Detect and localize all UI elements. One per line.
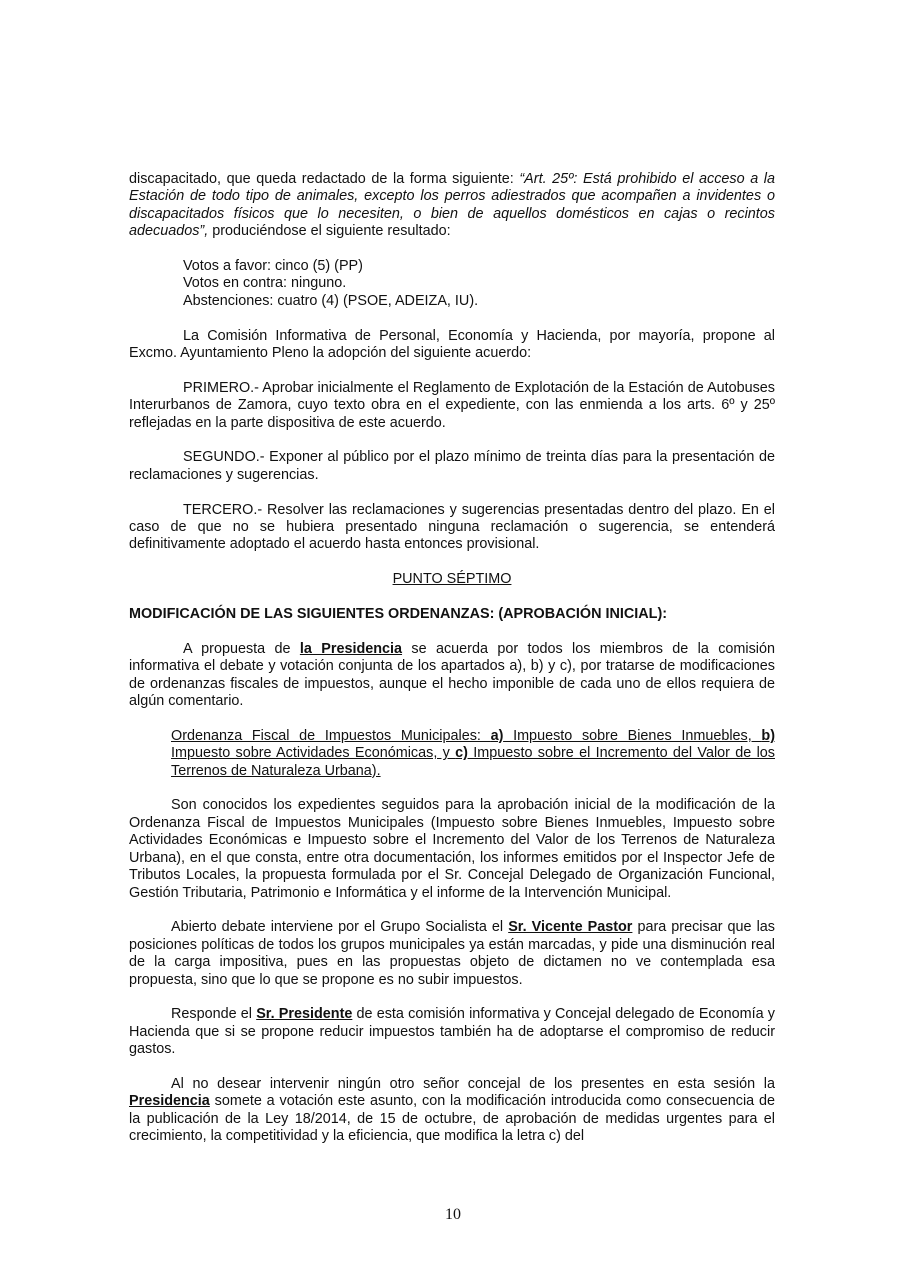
text: Impuesto sobre el Incremento del Valor de los Terrenos de Naturaleza Urbana). (171, 745, 775, 779)
votes-abstenciones: Abstenciones: cuatro (4) (PSOE, ADEIZA, IU). (183, 292, 479, 309)
item-a: a) (490, 727, 504, 744)
section-title: PUNTO SÉPTIMO (392, 571, 512, 588)
ordenanza-block (171, 728, 775, 780)
section-heading: MODIFICACIÓN DE LAS SIGUIENTES ORDENANZAS: (APROBACIÓN INICIAL): (129, 606, 668, 623)
paragraph-final (129, 1076, 775, 1146)
document-body (129, 171, 775, 1146)
text: de esta comisión informativa y Concejal delegado de Economía y Hacienda que si se propone reducir impuestos también ha de adoptarse el compromiso de reducir gastos. (129, 1006, 775, 1058)
speaker-ref: Sr. Vicente Pastor (508, 919, 633, 936)
text: Responde el (171, 1006, 257, 1023)
paragraph-tercero: TERCERO.- Resolver las reclamaciones y sugerencias presentadas dentro del plazo. En el caso de que no se hubiera presentado ninguna reclamación o sugerencia, se entenderá definitivamente adoptado el acuerdo hasta entonces provisional. (129, 501, 775, 553)
text: Abierto debate interviene por el Grupo Socialista el (171, 919, 509, 936)
text: Impuesto sobre Actividades Económicas, y (171, 745, 456, 762)
page-number: 10 (445, 1206, 461, 1223)
quoted-article: “Art. 25º: Está prohibido el acceso a la Estación de todo tipo de animales, excepto los perros adiestrados que acompañen a invidentes o discapacitados físicos que lo necesiten, o bien de aquellos domésticos en cajas o recintos adecuados”, (129, 171, 775, 240)
text: produciéndose el siguiente resultado: (208, 223, 451, 240)
votes-favor: Votos a favor: cinco (5) (PP) (183, 258, 363, 275)
speaker-ref: Sr. Presidente (256, 1006, 353, 1023)
presidencia-ref: Presidencia (129, 1093, 210, 1110)
text: se acuerda por todos los miembros de la comisión informativa el debate y votación conjunta de los apartados a), b) y c), por tratarse de modificaciones de ordenanzas fiscales de impuestos, aunque el hecho imponible de cada uno de ellos requiera de algún comentario. (129, 640, 776, 710)
paragraph-debate (129, 919, 775, 989)
paragraph-responde (129, 1006, 775, 1058)
item-c: c) (455, 745, 468, 762)
text: A propuesta de (183, 640, 300, 657)
text: Al no desear intervenir ningún otro señor concejal de los presentes en esta sesión la (171, 1075, 775, 1092)
text: discapacitado, que queda redactado de la forma siguiente: (129, 171, 520, 187)
text: Impuesto sobre Bienes Inmuebles, (503, 727, 762, 744)
presidencia-ref: la Presidencia (299, 640, 403, 657)
paragraph-propuesta (129, 641, 775, 711)
paragraph-conocidos: Son conocidos los expedientes seguidos para la aprobación inicial de la modificación de la Ordenanza Fiscal de Impuestos Municipales (Impuesto sobre Bienes Inmuebles, Impuesto sobre Actividades Económicas e Impuesto sobre el Incremento del Valor de los Terrenos de Naturaleza Urbana), en el que consta, entre otra documentación, los informes emitidos por el Inspector Jefe de Tributos Locales, la propuesta formulada por el Sr. Concejal Delegado de Organización Funcional, Gestión Tributaria, Patrimonio e Informática y el informe de la Intervención Municipal. (129, 797, 775, 901)
text: para precisar que las posiciones políticas de todos los grupos municipales ya están marcadas, y pide una disminución real de la carga impositiva, pues en las propuestas objeto de dictamen no ve contemplada esa propuesta, sino que lo que se propone es no subir impuestos. (129, 919, 775, 988)
paragraph-segundo: SEGUNDO.- Exponer al público por el plazo mínimo de treinta días para la presentación de reclamaciones y sugerencias. (129, 449, 775, 483)
vote-results (129, 258, 775, 310)
votes-contra: Votos en contra: ninguno. (183, 275, 347, 292)
paragraph-primero: PRIMERO.- Aprobar inicialmente el Reglamento de Explotación de la Estación de Autobuses Interurbanos de Zamora, cuyo texto obra en el expediente, con las enmienda a los arts. 6º y 25º reflejadas en la parte dispositiva de este acuerdo. (129, 379, 775, 431)
paragraph-comision: La Comisión Informativa de Personal, Economía y Hacienda, por mayoría, propone al Excmo. Ayuntamiento Pleno la adopción del siguiente acuerdo: (129, 327, 775, 362)
item-b: b) (761, 727, 775, 744)
text: Ordenanza Fiscal de Impuestos Municipales: (171, 727, 491, 744)
paragraph-art25 (129, 171, 775, 241)
text: somete a votación este asunto, con la modificación introducida como consecuencia de la publicación de la Ley 18/2014, de 15 de octubre, de aprobación de medidas urgentes para el crecimiento, la competitividad y la eficiencia, que modifica la letra c) del (129, 1093, 775, 1145)
